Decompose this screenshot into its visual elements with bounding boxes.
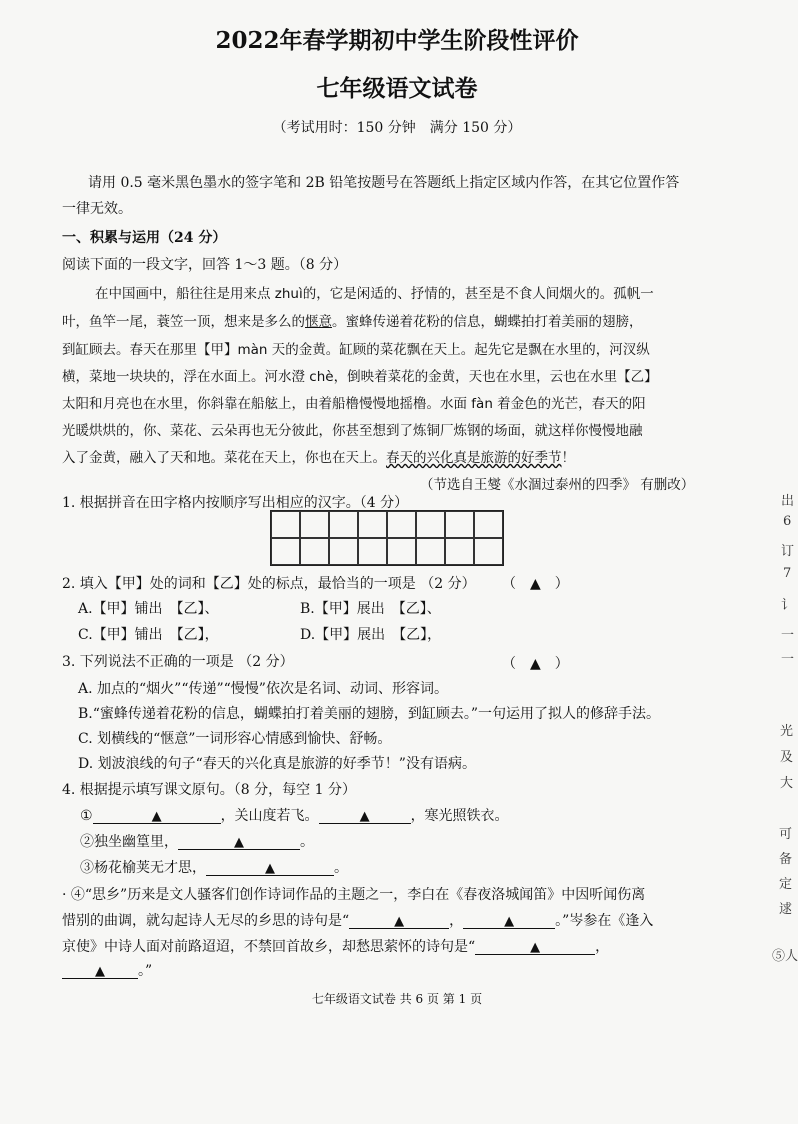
answer-blank[interactable]: ▲: [62, 963, 138, 979]
underlined-word: 惬意: [305, 314, 332, 330]
q4-item-4-line-3: 京使》中诗人面对前路迢迢，不禁回首故乡，却愁思萦怀的诗句是“ ▲ ，: [62, 939, 610, 955]
answer-blank[interactable]: ▲: [93, 808, 221, 824]
edge-fragment: 及: [780, 750, 794, 765]
option-c[interactable]: C. 划横线的“惬意”一词形容心情感到愉快、舒畅。: [78, 731, 392, 747]
edge-fragment: 订: [781, 544, 795, 559]
q4-item-4-line-1: · ④“思乡”历来是文人骚客们创作诗词作品的主题之一，李白在《春夜洛城闻笛》中因听闻伤离: [62, 887, 646, 903]
edge-fragment: 定: [779, 877, 793, 892]
edge-fragment: 7: [783, 566, 792, 581]
edge-fragment: 讠: [781, 598, 795, 613]
poem-line-3: ③杨花榆荚无才思， ▲ 。: [80, 860, 348, 876]
q4-item-4-line-2: 惜别的曲调，就勾起诗人无尽的乡思的诗句是“ ▲ ， ▲ 。”岑参在《逢入: [62, 913, 654, 929]
grid-cell[interactable]: [387, 511, 416, 538]
edge-fragment: 逑: [779, 902, 793, 917]
passage-line-7: 入了金黄，融入了天和地。菜花在天上，你也在天上。春天的兴化真是旅游的好季节！: [62, 450, 575, 466]
grid-cell[interactable]: [416, 538, 445, 565]
grid-cell[interactable]: [271, 538, 300, 565]
grid-cell[interactable]: [358, 538, 387, 565]
page-footer: 七年级语文试卷 共 6 页 第 1 页: [311, 992, 483, 1006]
answer-blank[interactable]: ▲: [463, 913, 555, 929]
option-b[interactable]: B.“蜜蜂传递着花粉的信息，蝴蝶拍打着美丽的翅膀，到缸顾去。”一句运用了拟人的修辞手法。: [78, 706, 661, 722]
poem-line-1: ① ▲ ，关山度若飞。 ▲ ，寒光照铁衣。: [80, 808, 509, 824]
option-c[interactable]: C.【甲】铺出 【乙】，: [78, 627, 219, 643]
instructions-line1: 请用 0.5 毫米黑色墨水的签字笔和 2B 铅笔按题号在答题纸上指定区域内作答，在其它位置作答: [88, 175, 680, 191]
grid-cell[interactable]: [445, 511, 474, 538]
grid-cell[interactable]: [474, 511, 503, 538]
answer-blank[interactable]: ▲: [206, 860, 334, 876]
option-b[interactable]: B.【甲】展出 【乙】、: [300, 601, 441, 617]
edge-fragment: ⑤人: [772, 949, 798, 964]
grid-cell[interactable]: [329, 538, 358, 565]
answer-blank[interactable]: ▲: [349, 913, 449, 929]
section-heading: 一、积累与运用（24 分）: [62, 230, 227, 246]
answer-blank[interactable]: ▲: [178, 834, 300, 850]
option-a[interactable]: A. 加点的“烟火”“传递”“慢慢”依次是名词、动词、形容词。: [78, 681, 448, 697]
answer-blank[interactable]: ▲: [319, 808, 411, 824]
edge-fragment: 大: [780, 776, 794, 791]
option-d[interactable]: D. 划波浪线的句子“春天的兴化真是旅游的好季节！”没有语病。: [78, 756, 476, 772]
passage-source: （节选自王燮《水涸过泰州的四季》 有删改）: [420, 477, 695, 493]
question-2: 2. 填入【甲】处的词和【乙】处的标点，最恰当的一项是 （2 分）: [62, 576, 476, 592]
grid-cell[interactable]: [474, 538, 503, 565]
option-d[interactable]: D.【甲】展出 【乙】，: [300, 627, 442, 643]
passage-line-2: 叶，鱼竿一尾，蓑笠一顶，想来是多么的惬意。蜜蜂传递着花粉的信息，蝴蝶拍打着美丽的翅膀，: [62, 314, 643, 330]
paper-subtitle: 七年级语文试卷: [316, 75, 478, 102]
edge-fragment: 一: [781, 628, 795, 643]
passage-line-1: 在中国画中，船往往是用来点 zhuì的，它是闲适的、抒情的，甚至是不食人间烟火的。孤帆一: [95, 286, 654, 302]
character-grid[interactable]: [270, 510, 504, 566]
reading-prompt: 阅读下面的一段文字，回答 1～3 题。（8 分）: [62, 257, 348, 273]
grid-cell[interactable]: [416, 511, 445, 538]
question-3: 3. 下列说法不正确的一项是 （2 分）: [62, 654, 294, 670]
edge-fragment: 一: [781, 652, 795, 667]
passage-line-3: 到缸顾去。春天在那里【甲】màn 天的金黄。缸顾的菜花飘在天上。起先它是飘在水里的，河汊纵: [62, 342, 650, 358]
page-title: 2022年春学期初中学生阶段性评价: [215, 27, 579, 54]
answer-bracket[interactable]: （ ▲ ）: [502, 656, 569, 672]
poem-line-2: ②独坐幽篁里， ▲ 。: [80, 834, 314, 850]
passage-line-4: 横，菜地一块块的，浮在水面上。河水澄 chè，倒映着菜花的金黄，天也在水里，云也在水里【乙】: [62, 369, 658, 385]
answer-blank[interactable]: ▲: [475, 939, 595, 955]
edge-fragment: 光: [780, 724, 794, 739]
instructions-line2: 一律无效。: [62, 201, 132, 217]
exam-info: （考试用时：150 分钟 满分 150 分）: [272, 120, 522, 136]
grid-cell[interactable]: [387, 538, 416, 565]
answer-bracket[interactable]: （ ▲ ）: [502, 576, 569, 592]
edge-fragment: 备: [779, 852, 793, 867]
edge-fragment: 岀: [781, 494, 795, 509]
option-a[interactable]: A.【甲】铺出 【乙】、: [78, 601, 219, 617]
grid-cell[interactable]: [300, 511, 329, 538]
passage-line-6: 光暖烘烘的，你、菜花、云朵再也无分彼此，你甚至想到了炼铜厂炼钢的场面，就这样你慢慢地融: [62, 423, 643, 439]
grid-cell[interactable]: [329, 511, 358, 538]
question-1: 1. 根据拼音在田字格内按顺序写出相应的汉字。（4 分）: [62, 495, 409, 511]
edge-fragment: 可: [779, 827, 793, 842]
grid-cell[interactable]: [300, 538, 329, 565]
passage-line-5: 太阳和月亮也在水里，你斜靠在船舷上，由着船橹慢慢地摇橹。水面 fàn 着金色的光芒，春天的阳: [62, 396, 646, 412]
grid-cell[interactable]: [271, 511, 300, 538]
grid-cell[interactable]: [358, 511, 387, 538]
q4-item-4-line-4: ▲ 。”: [62, 960, 152, 980]
grid-cell[interactable]: [445, 538, 474, 565]
question-4: 4. 根据提示填写课文原句。（8 分，每空 1 分）: [62, 782, 356, 798]
edge-fragment: 6: [783, 514, 792, 529]
wavy-underlined-sentence: 春天的兴化真是旅游的好季节: [386, 450, 562, 466]
